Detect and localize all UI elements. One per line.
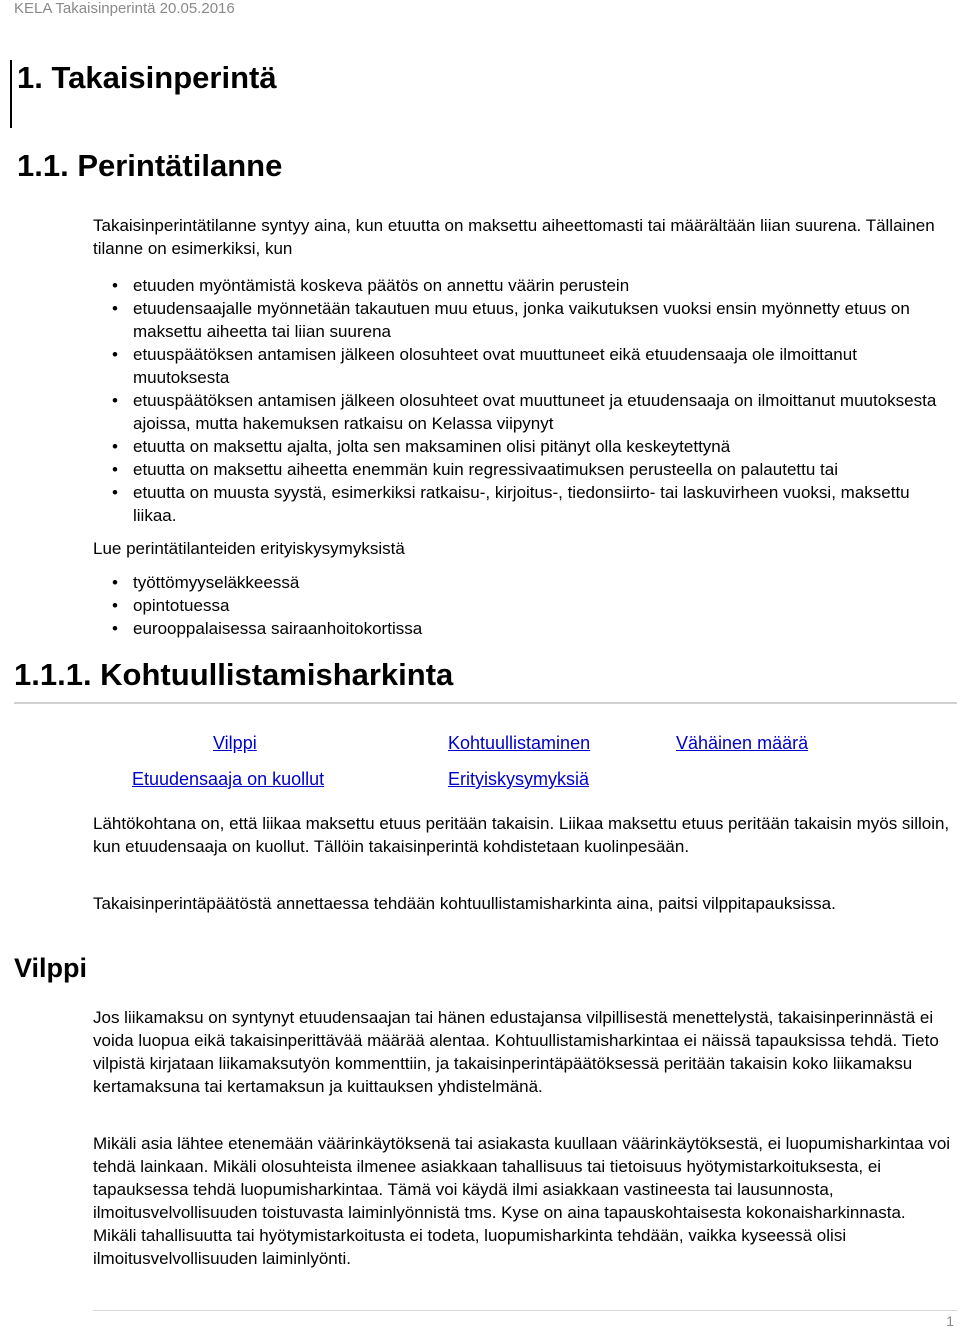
- list-item: • etuutta on muusta syystä, esimerkiksi ratkaisu-, kirjoitus-, tiedonsiirto- tai laskuvirheen vuoksi, maksettu liikaa.: [93, 481, 957, 527]
- list-item: • työttömyyseläkkeessä: [93, 571, 957, 594]
- link-erityiskysymyksia[interactable]: Erityiskysymyksiä: [448, 769, 590, 789]
- page-number: 1: [946, 1313, 954, 1329]
- intro-paragraph: Takaisinperintätilanne syntyy aina, kun etuutta on maksettu aiheettomasti tai määrältään liian suurena. Tällainen tilanne on esimerkiksi, kun: [93, 216, 935, 258]
- link-kohtuullistaminen[interactable]: Kohtuullistaminen: [448, 733, 591, 753]
- special-questions-list: [93, 571, 957, 640]
- list-item: • etuudensaajalle myönnetään takautuen muu etuus, jonka vaikutuksen vuoksi ensin myönnetty etuus on maksettu aiheetta tai liian suurena: [93, 297, 957, 343]
- list-item: • etuutta on maksettu ajalta, jolta sen maksaminen olisi pitänyt olla keskeytettynä: [93, 435, 957, 458]
- list-item: • etuuden myöntämistä koskeva päätös on annettu väärin perustein: [93, 274, 957, 297]
- heading-vilppi: Vilppi: [14, 953, 88, 983]
- document-header: KELA Takaisinperintä 20.05.2016: [14, 0, 235, 17]
- special-questions-intro: Lue perintätilanteiden erityiskysymyksistä: [93, 539, 405, 558]
- list-item: • etuutta on maksettu aiheetta enemmän kuin regressivaatimuksen perusteella on palautettu tai: [93, 458, 957, 481]
- change-bar: [10, 60, 12, 128]
- list-item: • etuuspäätöksen antamisen jälkeen olosuhteet ovat muuttuneet ja etuudensaaja on ilmoittanut muutoksesta ajoissa, mutta hakemuksen ratkaisu on Kelassa viipynyt: [93, 389, 957, 435]
- paragraph-vilppi: Jos liikamaksu on syntynyt etuudensaajan tai hänen edustajansa vilpillisestä menettelystä, takaisinperinnästä ei voida luopua eikä takaisinperittävää määrää alentaa. Kohtuullistamisharkintaa ei näissä tapauksissa tehdä. Tieto vilpistä kirjataan liikamaksutyön kommenttiin, ja takaisinperintäpäätöksessä peritään takaisin koko liikamaksu kertamaksuna tai kertamaksun ja kuittauksen yhdistelmänä.: [93, 1008, 939, 1096]
- list-item: • eurooppalaisessa sairaanhoitokortissa: [93, 617, 957, 640]
- paragraph-luopumisharkinta: Mikäli asia lähtee etenemään väärinkäytöksenä tai asiakasta kuullaan väärinkäytöksestä, ei luopumisharkintaa voi tehdä lainkaan. Mikäli olosuhteista ilmenee asiakkaan tahallisuus tai tietoisuus hyötymistarkoituksesta, ei tapauksessa tehdä luopumisharkintaa. Tämä voi käydä ilmi asiakkaan vastineesta tai lausunnosta, ilmoitusvelvollisuuden toistuvasta laiminlyönnistä tms. Kyse on aina tapauskohtaisesta kokonaisharkinnasta. Mikäli tahallisuutta tai hyötymistarkoitusta ei todeta, luopumisharkinta tehdään, vaikka kyseessä olisi ilmoitusvelvollisuuden laiminlyönti.: [93, 1134, 951, 1268]
- link-vilppi[interactable]: Vilppi: [213, 733, 257, 753]
- list-item: • opintotuessa: [93, 594, 957, 617]
- list-item: • etuuspäätöksen antamisen jälkeen olosuhteet ovat muuttuneet eikä etuudensaaja ole ilmoittanut muutoksesta: [93, 343, 957, 389]
- footer-divider: [93, 1310, 957, 1311]
- link-etuudensaaja-kuollut[interactable]: Etuudensaaja on kuollut: [132, 769, 325, 789]
- heading-divider: [14, 702, 957, 704]
- paragraph-kohtuullistamisharkinta: Takaisinperintäpäätöstä annettaessa tehdään kohtuullistamisharkinta aina, paitsi vilppitapauksissa.: [93, 894, 836, 913]
- situations-list: [93, 274, 957, 527]
- heading-kohtuullistamisharkinta: 1.1.1. Kohtuullistamisharkinta: [14, 657, 454, 692]
- heading-takaisinperinta: 1. Takaisinperintä: [17, 60, 277, 95]
- paragraph-lahtokohta: Lähtökohtana on, että liikaa maksettu etuus peritään takaisin. Liikaa maksettu etuus peritään takaisin myös silloin, kun etuudensaaja on kuollut. Tällöin takaisinperintä kohdistetaan kuolinpesään.: [93, 814, 950, 856]
- link-vahainen-maara[interactable]: Vähäinen määrä: [676, 733, 809, 753]
- heading-perintatilanne: 1.1. Perintätilanne: [17, 148, 283, 183]
